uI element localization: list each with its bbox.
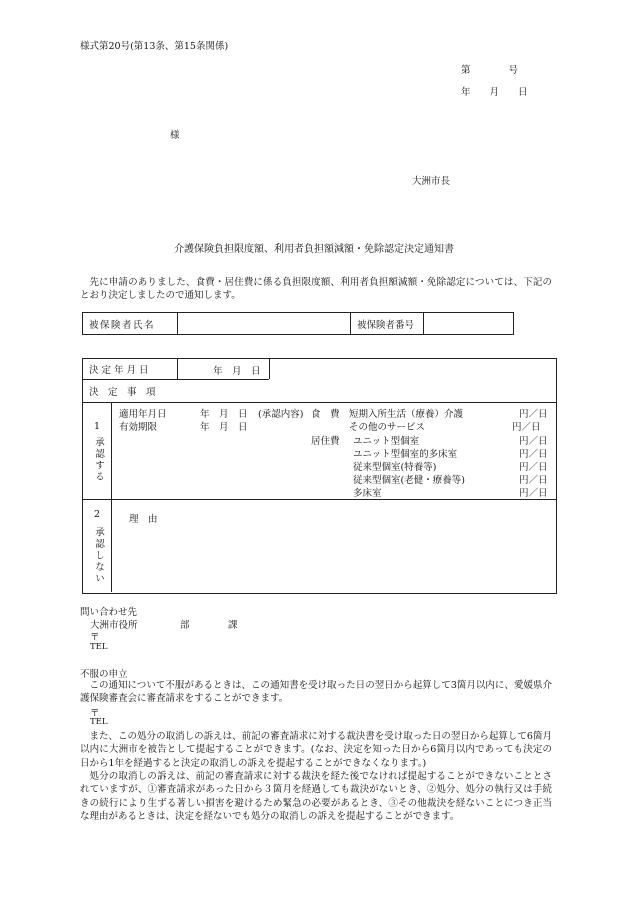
appeal-paragraph-2: また、この処分の取消しの訴えは、前記の審査請求に対する裁決書を受け取った日の翌日から起算して6箇月以内に大洲市を被告として提起することができます。(なお、決定を知った日から6箇月以内であっても決定の日から1年を経過すると決定の取消しの訴えを提起することができなくなります。) <box>80 731 552 769</box>
appeal-paragraph-3: 処分の取消しの訴えは、前記の審査請求に対する裁決を経た後でなければ提起することができないこととされていますが、①審査請求があった日から３箇月を経過しても裁決がないとき、②処分、処分の執行又は手続きの続行により生ずる著しい損害を避けるため緊急の必要があるとき、③その他裁決を経ないことにつき正当な理由があるときは、決定を経ないでも処分の取消しの訴えを提起することができます。 <box>80 771 552 822</box>
decision-table <box>82 358 557 594</box>
appeal-postal: 〒 <box>90 708 100 719</box>
decision-items-label: 決 定 事 項 <box>89 387 156 398</box>
valid-until-value: 年 月 日 <box>200 422 248 433</box>
approve-number: 1 <box>94 421 101 432</box>
approval-content-label: (承認内容) <box>258 409 304 420</box>
food-line-label: その他のサービス <box>349 422 426 433</box>
food-cost-label: 食 費 <box>311 409 340 420</box>
insured-number-field[interactable] <box>424 313 513 334</box>
contact-heading: 問い合わせ先 <box>80 607 138 618</box>
insured-name-label: 被保険者氏名 <box>89 319 156 331</box>
appeal-paragraph-1: この通知について不服があるときは、この通知書を受け取った日の翌日から起算して3箇月以内に、愛媛県介護保険審査会に審査請求をすることができます。 <box>80 680 552 705</box>
appeal-heading: 不服の申立 <box>80 669 128 680</box>
contact-postal: 〒 <box>90 632 100 643</box>
contact-section: 課 <box>228 620 238 631</box>
insured-name-field[interactable] <box>178 313 350 334</box>
residence-line-unit: 円／日 <box>519 475 548 486</box>
residence-line-unit: 円／日 <box>519 462 548 473</box>
residence-cost-label: 居住費 <box>311 436 340 447</box>
residence-line-label: ユニット型個室的多床室 <box>353 449 458 460</box>
recipient-suffix: 様 <box>170 130 180 141</box>
residence-line-label: 従来型個室(老健・療養等) <box>353 475 465 486</box>
contact-office: 大洲市役所 <box>90 620 138 631</box>
deny-reason-label: 理 由 <box>129 514 158 525</box>
residence-line-label: ユニット型個室 <box>353 436 420 447</box>
residence-line-unit: 円／日 <box>519 436 548 447</box>
contact-dept: 部 <box>180 620 190 631</box>
food-line-unit: 円／日 <box>519 409 548 420</box>
insured-person-table <box>82 312 514 335</box>
appeal-tel: TEL <box>90 717 108 727</box>
document-number: 第 号 <box>461 65 519 76</box>
food-line-label: 短期入所生活（療養）介護 <box>349 409 464 420</box>
residence-line-label: 多床室 <box>353 488 382 499</box>
valid-until-label: 有効期限 <box>119 422 158 433</box>
decision-date-label: 決定年月日 <box>89 365 152 376</box>
residence-line-unit: 円／日 <box>519 488 548 499</box>
intro-paragraph: 先に申請のありました、食費・居住費に係る負担限度額、利用者負担額減額・免除認定については、下記のとおり決定しましたので通知します。 <box>80 277 552 302</box>
apply-date-label: 適用年月日 <box>119 409 167 420</box>
issuer: 大洲市長 <box>412 176 451 187</box>
food-line-unit: 円／日 <box>512 422 541 433</box>
decision-date-value: 年 月 日 <box>213 366 261 377</box>
apply-date-value: 年 月 日 <box>200 409 248 420</box>
residence-line-label: 従来型個室(特養等) <box>353 462 437 473</box>
deny-number: 2 <box>94 509 101 520</box>
contact-tel: TEL <box>90 642 108 652</box>
document-title: 介護保険負担限度額、利用者負担額減額・免除認定決定通知書 <box>174 244 454 255</box>
insured-number-label: 被保険者番号 <box>357 319 415 331</box>
deny-label: 承認しない <box>93 527 104 585</box>
issue-date: 年 月 日 <box>461 87 528 98</box>
residence-line-unit: 円／日 <box>519 449 548 460</box>
form-number: 様式第20号(第13条、第15条関係) <box>80 41 229 52</box>
approve-label: 承認する <box>93 437 104 483</box>
